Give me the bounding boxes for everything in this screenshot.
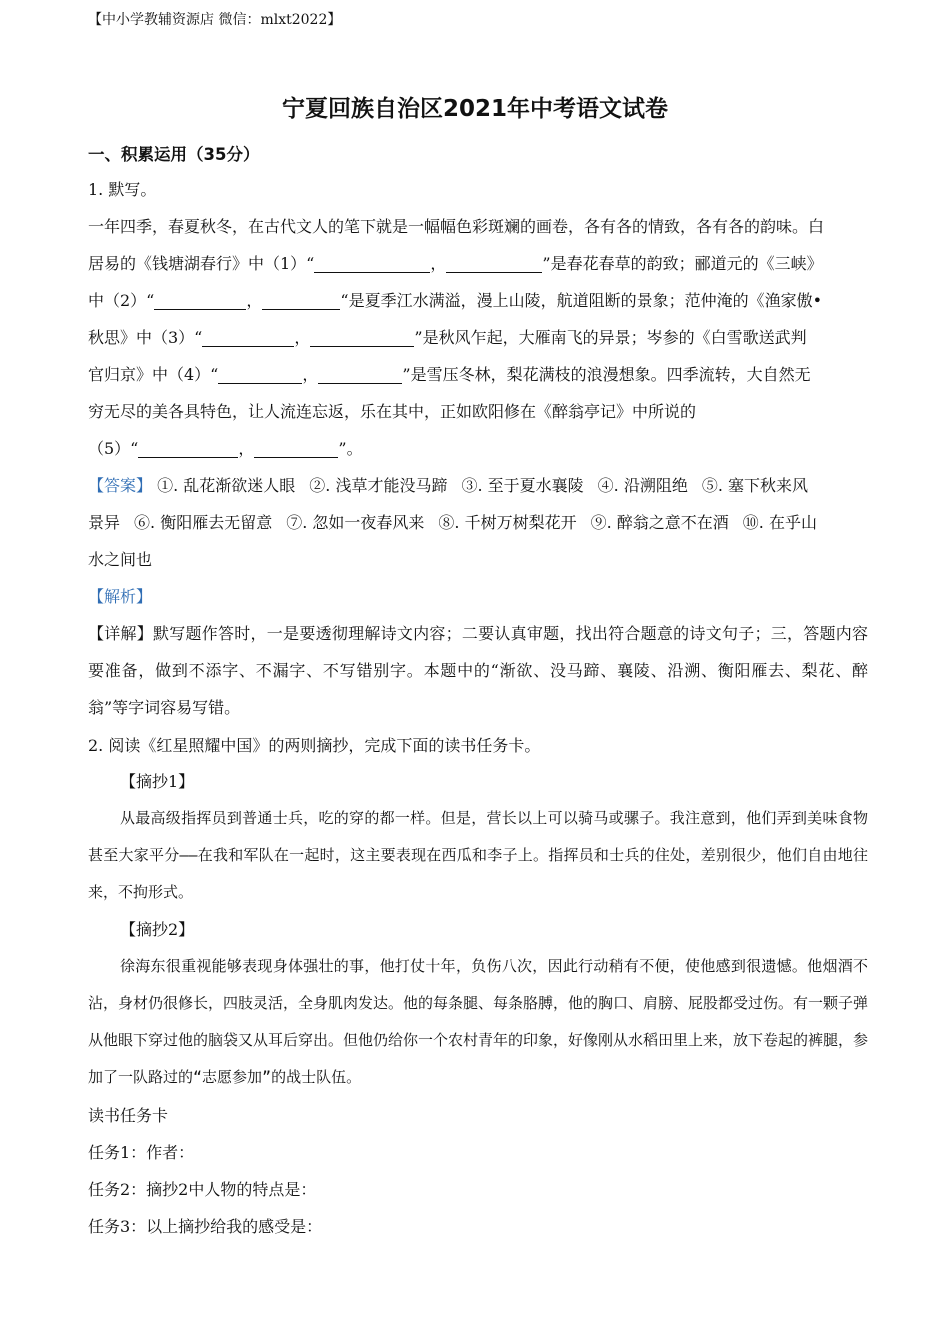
answer-item: ④. 沿溯阻绝 — [597, 476, 688, 495]
passage-line-1: 一年四季，春夏秋冬，在古代文人的笔下就是一幅幅色彩斑斓的画卷，各有各的情致，各有各的韵味。白 — [88, 217, 825, 236]
passage-text: ”是雪压冬林，梨花满枝的浪漫想象。四季流转，大自然无 — [402, 365, 811, 384]
passage-line-5 — [88, 356, 868, 393]
comma: ， — [294, 328, 311, 347]
answer-item: ⑥. 衡阳雁去无留意 — [134, 513, 273, 532]
answer-item: ②. 浅草才能没马蹄 — [309, 476, 448, 495]
passage-text: 中（2）“ — [88, 291, 155, 310]
comma: ， — [430, 254, 447, 273]
passage-line-4 — [88, 319, 868, 356]
comma: ， — [238, 439, 255, 458]
answer-line-3: 水之间也 — [88, 550, 153, 569]
document-title: 宁夏回族自治区2021年中考语文试卷 — [281, 96, 668, 122]
answer-blank[interactable] — [446, 254, 542, 273]
comma: ， — [246, 291, 263, 310]
task-card-title: 读书任务卡 — [88, 1105, 169, 1125]
answer-tag: 【答案】 — [88, 476, 153, 495]
answer-blank[interactable] — [254, 439, 338, 458]
answer-item: 景异 — [88, 513, 121, 532]
answer-blank[interactable] — [314, 254, 430, 273]
passage-text: （5）“ — [88, 439, 139, 458]
exam-content — [88, 138, 868, 1245]
answer-item: ⑦. 忽如一夜春风来 — [286, 513, 425, 532]
question-1-passage — [88, 208, 868, 467]
passage-line-2 — [88, 245, 868, 282]
answer-blank[interactable] — [218, 365, 302, 384]
passage-text: ”是秋风乍起，大雁南飞的异景；岑参的《白雪歌送武判 — [414, 328, 807, 347]
comma: ， — [302, 365, 319, 384]
answer-item: ⑤. 塞下秋来风 — [701, 476, 809, 495]
answer-line-2 — [88, 504, 868, 541]
passage-text: “是夏季江水满溢，漫上山陵，航道阻断的景象；范仲淹的《渔家傲• — [340, 291, 823, 310]
task-1: 任务1：作者： — [88, 1142, 195, 1162]
passage-text: 秋思》中（3）“ — [88, 328, 203, 347]
passage-line-6: 穷无尽的美各具特色，让人流连忘返，乐在其中，正如欧阳修在《醉翁亭记》中所说的 — [88, 402, 697, 421]
excerpt-2-text: 徐海东很重视能够表现身体强壮的事，他打仗十年，负伤八次，因此行动稍有不便，使他感到很遗憾。他烟酒不沾，身材仍很修长，四肢灵活，全身肌肉发达。他的每条腿、每条胳膊，他的胸口、肩膀、屁股都受过伤。有一颗子弹从他眼下穿过他的脑袋又从耳后穿出。但他仍给你一个农村青年的印象，好像刚从水稻田里上来，放下卷起的裤腿，参加了一队路过的“志愿参加”的战士队伍。 — [88, 956, 869, 1087]
answer-blank[interactable] — [202, 328, 294, 347]
answer-item: ⑨. 醉翁之意不在酒 — [590, 513, 729, 532]
excerpt-1-text: 从最高级指挥员到普通士兵，吃的穿的都一样。但是，营长以上可以骑马或骡子。我注意到，他们弄到美味食物甚至大家平分——在我和军队在一起时，这主要表现在西瓜和李子上。指挥员和士兵的住处，差别很少，他们自由地往来，不拘形式。 — [88, 808, 868, 902]
passage-text: 官归京》中（4）“ — [88, 365, 219, 384]
analysis-detail: 【详解】默写题作答时，一是要透彻理解诗文内容；二要认真审题，找出符合题意的诗文句子；三，答题内容要准备，做到不添字、不漏字、不写错别字。本题中的“渐欲、没马蹄、襄陵、沿溯、衡阳雁去、梨花、醉翁”等字词容易写错。 — [88, 624, 868, 718]
answer-blank[interactable] — [310, 328, 414, 347]
question-2-label: 2. 阅读《红星照耀中国》的两则摘抄，完成下面的读书任务卡。 — [88, 735, 541, 755]
answer-item: ⑧. 千树万树梨花开 — [438, 513, 577, 532]
answer-blank[interactable] — [154, 291, 246, 310]
question-1-label: 1. 默写。 — [88, 180, 157, 199]
passage-line-3 — [88, 282, 868, 319]
excerpt-1-label: 【摘抄1】 — [120, 771, 195, 791]
answer-blank[interactable] — [262, 291, 340, 310]
task-2: 任务2：摘抄2中人物的特点是： — [88, 1179, 317, 1199]
answer-line-1 — [88, 467, 868, 504]
passage-text: 居易的《钱塘湖春行》中（1）“ — [88, 254, 315, 273]
passage-text: ”。 — [338, 439, 363, 458]
answer-blank[interactable] — [318, 365, 402, 384]
answer-blank[interactable] — [138, 439, 238, 458]
excerpt-2-label: 【摘抄2】 — [120, 919, 195, 939]
passage-line-7 — [88, 430, 868, 467]
analysis-tag: 【解析】 — [88, 587, 153, 606]
answer-item: ③. 至于夏水襄陵 — [461, 476, 584, 495]
header-tag: 【中小学教辅资源店 微信：mlxt2022】 — [88, 12, 342, 28]
answer-item: ⑩. 在乎山 — [742, 513, 817, 532]
section-heading: 一、积累运用（35分） — [88, 145, 260, 164]
task-3: 任务3：以上摘抄给我的感受是： — [88, 1216, 323, 1236]
answer-item: ①. 乱花渐欲迷人眼 — [157, 476, 296, 495]
passage-text: ”是春花春草的韵致；郦道元的《三峡》 — [542, 254, 823, 273]
answer-block — [88, 467, 868, 578]
